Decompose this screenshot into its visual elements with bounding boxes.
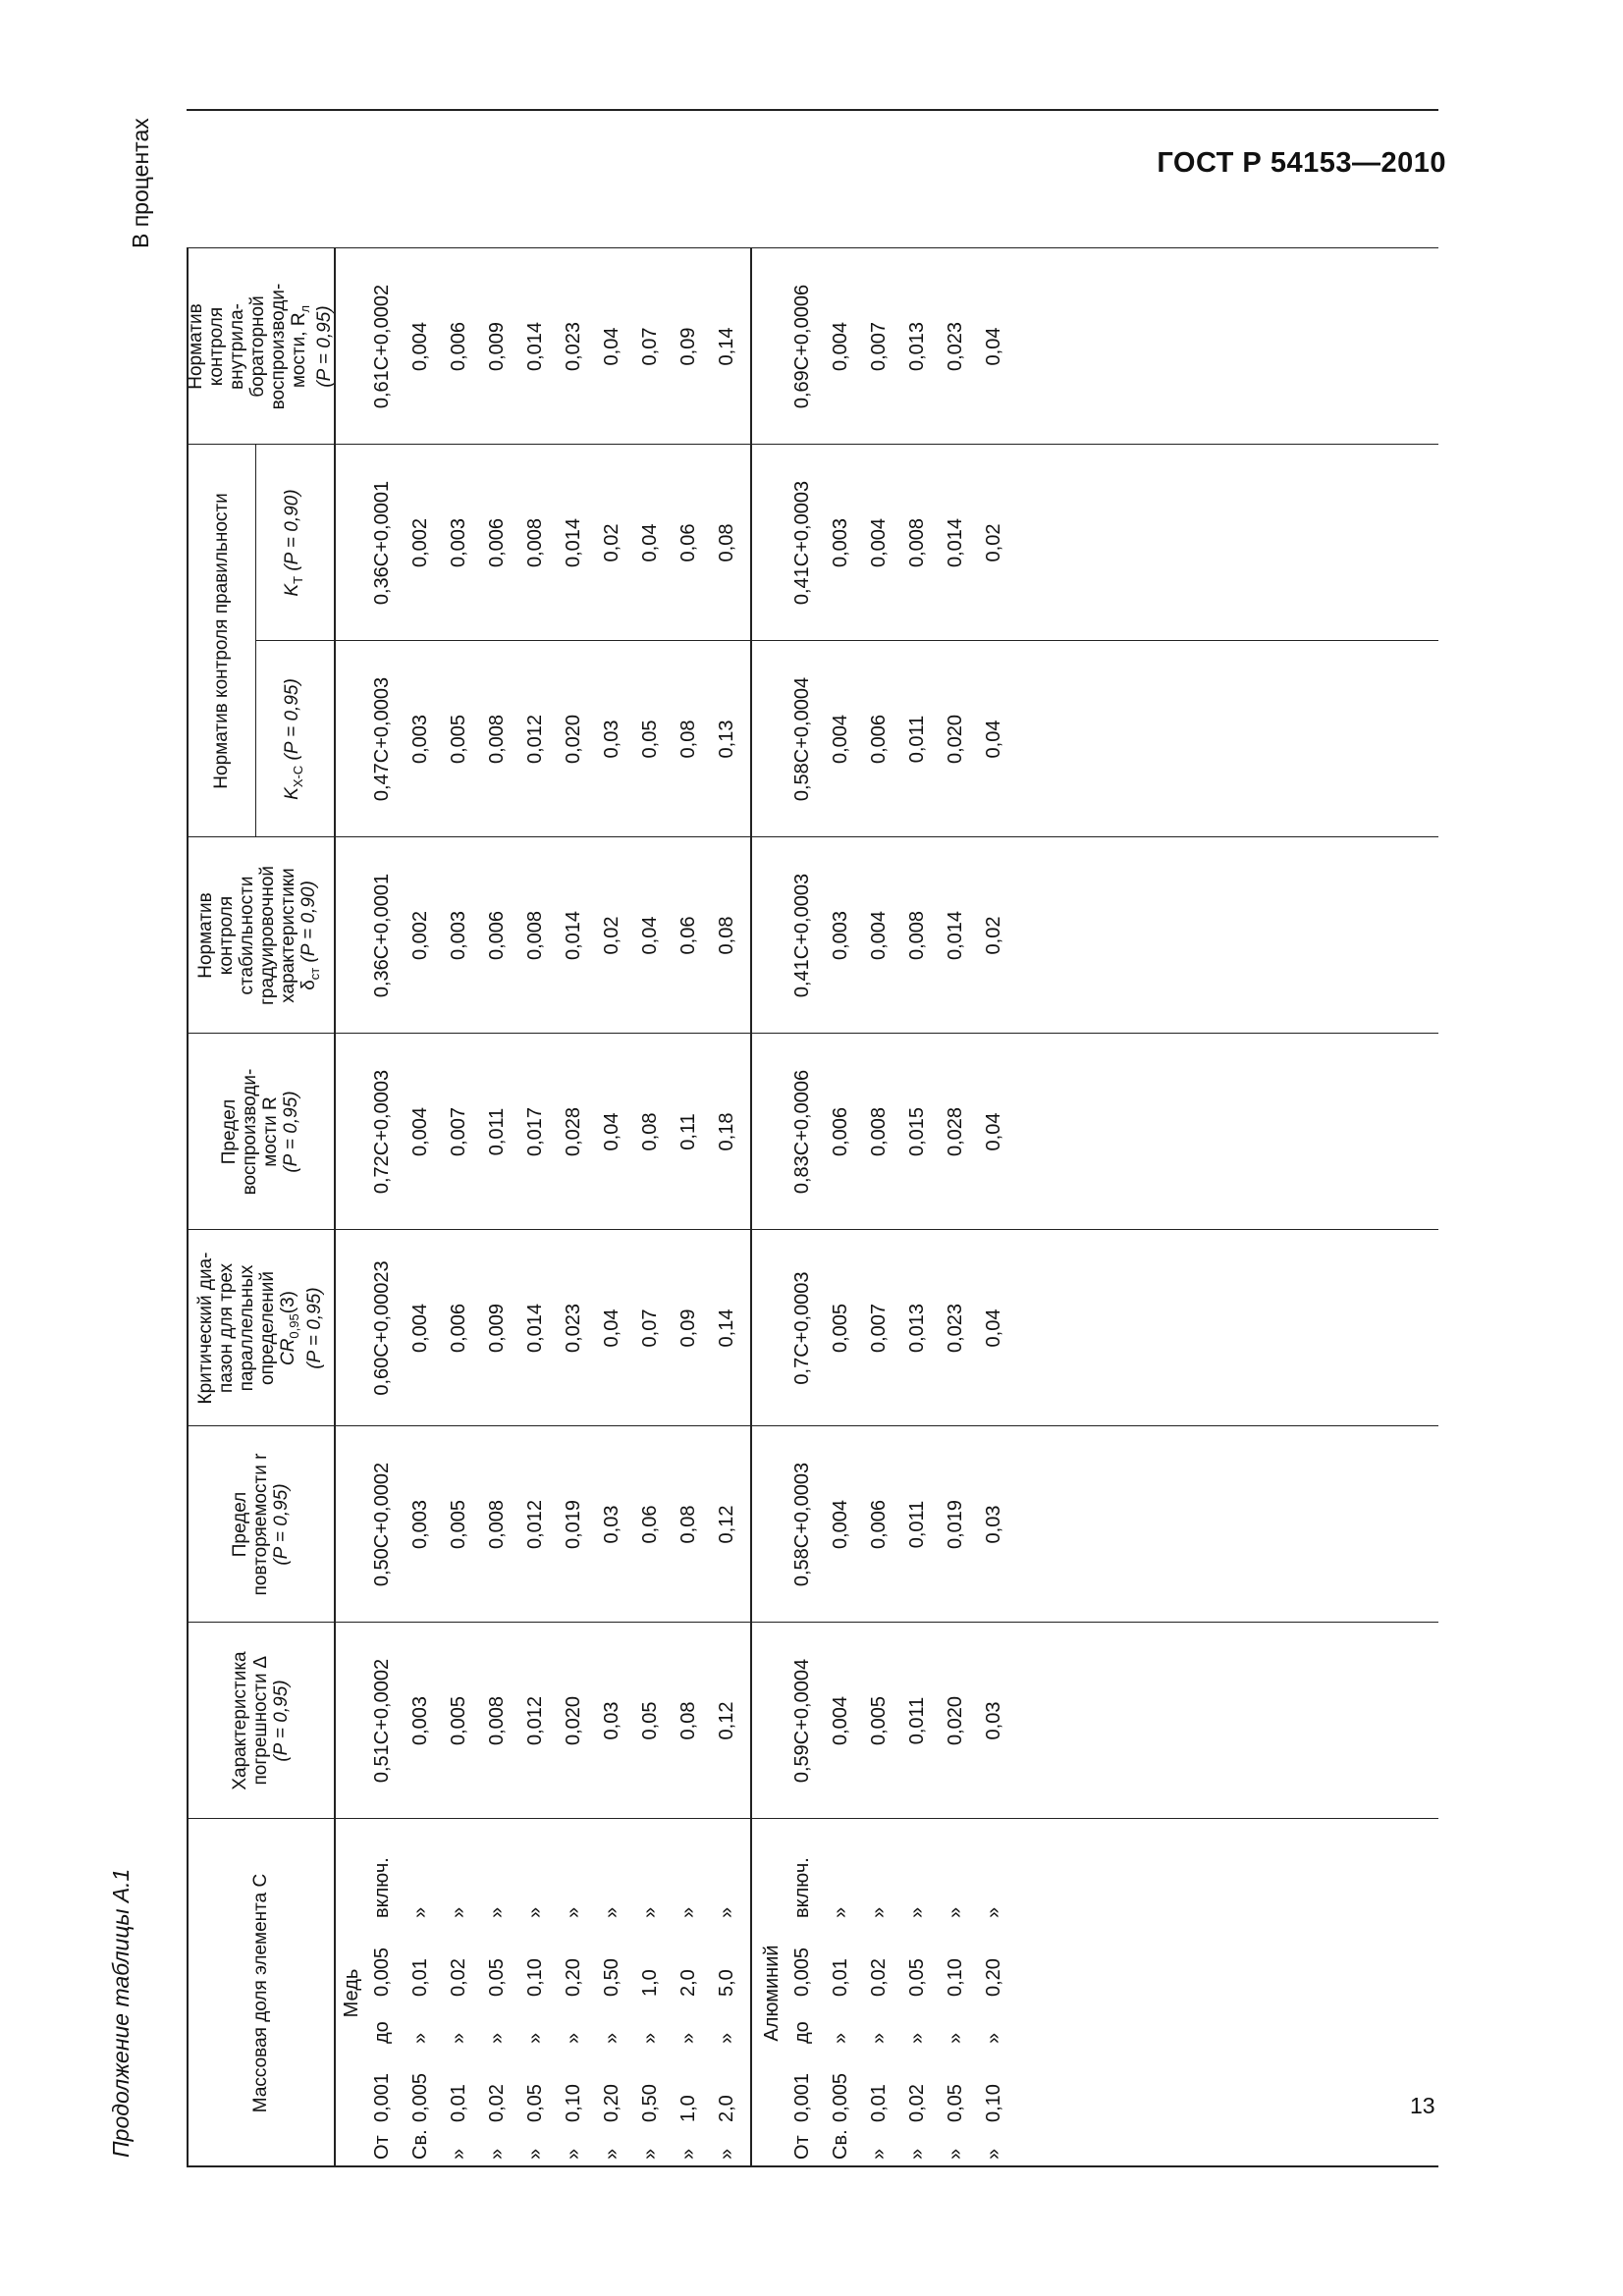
table-cell: 0,014: [563, 517, 584, 568]
table-cell: 0,04: [639, 523, 661, 562]
table-cell: 0,003: [409, 1499, 431, 1550]
row-label-part: 0,10: [983, 2084, 1004, 2122]
row-label: [363, 1819, 402, 2160]
row-label-part: »: [486, 2032, 508, 2044]
table-cell: 0,014: [945, 910, 966, 961]
row-label-part: »: [983, 2032, 1004, 2044]
table-cell: 0,008: [524, 910, 546, 961]
row-label-part: »: [486, 1906, 508, 1918]
table-cell: 0,36C+0,0001: [371, 480, 393, 606]
table-cell: 0,08: [677, 720, 699, 759]
row-label-part: »: [639, 2032, 661, 2044]
row-label-part: 0,50: [601, 1958, 622, 1997]
table-cell: 0,014: [563, 910, 584, 961]
row-label-part: до: [791, 2021, 813, 2044]
table-cell: 0,008: [868, 1106, 890, 1157]
col-header-reproducibility-limit: Предел воспроизводи- мости R (P = 0,95): [219, 1068, 301, 1196]
table-cell: 0,04: [601, 327, 622, 366]
table-cell: 0,06: [677, 916, 699, 955]
table-cell: 0,008: [486, 1499, 508, 1550]
grid-line: [255, 445, 256, 837]
row-label-part: 0,05: [486, 1958, 508, 1997]
table-cell: 0,06: [677, 523, 699, 562]
table-cell: 0,005: [448, 714, 469, 765]
row-label-part: »: [601, 2032, 622, 2044]
row-label: [898, 1819, 937, 2160]
row-label-part: »: [601, 1906, 622, 1918]
row-label-part: »: [716, 2148, 737, 2160]
table-cell: 0,019: [945, 1499, 966, 1550]
row-label-part: 0,10: [524, 1958, 546, 1997]
table-cell: 0,60C+0,00023: [371, 1260, 393, 1396]
table-cell: 0,004: [409, 1106, 431, 1157]
row-label-part: до: [371, 2021, 393, 2044]
table-cell: 0,07: [639, 327, 661, 366]
table-cell: 0,05: [639, 720, 661, 759]
table-cell: 0,05: [639, 1701, 661, 1740]
table-cell: 0,04: [639, 916, 661, 955]
grid-line: [187, 2165, 1438, 2167]
row-label-part: 2,0: [716, 2095, 737, 2122]
table-cell: 0,023: [563, 1303, 584, 1354]
row-label-part: »: [677, 2032, 699, 2044]
col-header-repeatability-limit: Предел повторяемости r (P = 0,95): [229, 1453, 292, 1596]
row-label: [631, 1819, 670, 2160]
row-label-part: 0,50: [639, 2084, 661, 2122]
row-label: [670, 1819, 708, 2160]
row-label-part: От: [371, 2135, 393, 2160]
col-header-error-characteristic: Характеристика погрешности ∆ (P = 0,95): [229, 1651, 292, 1790]
rotated-table-area: [79, 8, 1355, 2167]
table-cell: 0,08: [639, 1112, 661, 1151]
col-header-critical-range: Критический диа- пазон для трех параллельных определений $CR_{0,95}(3)$ (P = 0,95): [195, 1252, 325, 1405]
row-label: [975, 1819, 1013, 2160]
row-label: [822, 1819, 860, 2160]
row-label-part: »: [639, 1906, 661, 1918]
col-header-intralab-reproducibility: Норматив контроля внутрила- бораторной воспроизводи- мости, $R_л$ (P = 0,95): [185, 283, 336, 410]
table-cell: 0,02: [601, 523, 622, 562]
row-label-part: »: [983, 1906, 1004, 1918]
grid-line: [187, 836, 1438, 837]
col-header-accuracy-group: Норматив контроля правильности: [210, 493, 232, 789]
table-cell: 0,18: [716, 1112, 737, 1151]
row-label-part: 0,005: [830, 2072, 851, 2122]
table-cell: 0,013: [906, 1303, 928, 1354]
row-label-part: »: [677, 1906, 699, 1918]
table-cell: 0,005: [868, 1695, 890, 1746]
grid-line: [187, 1425, 1438, 1426]
row-label: [516, 1819, 555, 2160]
table-cell: 0,51C+0,0002: [371, 1658, 393, 1784]
table-cell: 0,020: [563, 714, 584, 765]
row-label-part: »: [945, 1906, 966, 1918]
table-cell: 0,006: [486, 517, 508, 568]
table-cell: 0,59C+0,0004: [791, 1658, 813, 1784]
table-cell: 0,009: [486, 1303, 508, 1354]
table-cell: 0,006: [486, 910, 508, 961]
table-cell: 0,008: [906, 517, 928, 568]
table-cell: 0,028: [945, 1106, 966, 1157]
table-cell: 0,006: [868, 1499, 890, 1550]
table-cell: 0,36C+0,0001: [371, 873, 393, 998]
table-cell: 0,015: [906, 1106, 928, 1157]
table-cell: 0,008: [524, 517, 546, 568]
row-label: [478, 1819, 516, 2160]
table-cell: 0,028: [563, 1106, 584, 1157]
table-cell: 0,012: [524, 714, 546, 765]
table-cell: 0,72C+0,0003: [371, 1069, 393, 1195]
table-cell: 0,019: [563, 1499, 584, 1550]
table-cell: 0,14: [716, 327, 737, 366]
table-cell: 0,011: [906, 715, 928, 764]
row-label-part: 0,001: [371, 2072, 393, 2122]
table-cell: 0,02: [983, 523, 1004, 562]
row-label-part: включ.: [791, 1857, 813, 1918]
table-cell: 0,07: [639, 1308, 661, 1348]
row-label-part: »: [601, 2148, 622, 2160]
table-cell: 0,009: [486, 321, 508, 372]
table-cell: 0,04: [983, 327, 1004, 366]
table-cell: 0,005: [448, 1695, 469, 1746]
row-label-part: От: [791, 2135, 813, 2160]
table-cell: 0,11: [677, 1113, 699, 1150]
table-cell: 0,020: [945, 714, 966, 765]
grid-line: [187, 247, 1438, 248]
table-cell: 0,03: [983, 1505, 1004, 1544]
row-label-part: »: [409, 1906, 431, 1918]
table-cell: 0,002: [409, 910, 431, 961]
table-cell: 0,41C+0,0003: [791, 873, 813, 998]
table-cell: 0,69C+0,0006: [791, 284, 813, 409]
row-label-part: 0,05: [906, 1958, 928, 1997]
table-cell: 0,020: [945, 1695, 966, 1746]
table-cell: 0,04: [983, 720, 1004, 759]
table-cell: 0,023: [945, 1303, 966, 1354]
table-cell: 0,012: [524, 1499, 546, 1550]
row-label-part: »: [945, 2148, 966, 2160]
table-cell: 0,003: [409, 714, 431, 765]
row-label-part: »: [906, 2148, 928, 2160]
grid-line: [187, 444, 1438, 445]
row-label-part: 0,10: [945, 1958, 966, 1997]
table-cell: 0,007: [448, 1106, 469, 1157]
row-label-part: 0,02: [868, 1958, 890, 1997]
table-cell: 0,14: [716, 1308, 737, 1348]
table-cell: 0,83C+0,0006: [791, 1069, 813, 1195]
table-cell: 0,023: [945, 321, 966, 372]
grid-line: [750, 248, 752, 2167]
table-cell: 0,020: [563, 1695, 584, 1746]
table-cell: 0,006: [830, 1106, 851, 1157]
row-label: [440, 1819, 478, 2160]
col-header-kxc: $K_{X-C}$ (P = 0,95): [281, 678, 305, 800]
row-label-part: »: [563, 2032, 584, 2044]
table-cell: 0,04: [601, 1308, 622, 1348]
row-label-part: 0,10: [563, 2084, 584, 2122]
grid-line: [187, 109, 1438, 111]
table-cell: 0,04: [601, 1112, 622, 1151]
row-label-part: 1,0: [639, 1969, 661, 1997]
row-label: [860, 1819, 898, 2160]
table-cell: 0,03: [601, 1505, 622, 1544]
row-label-part: 0,01: [409, 1958, 431, 1997]
row-label-part: 0,02: [448, 1958, 469, 1997]
row-label-part: »: [868, 2148, 890, 2160]
row-label-part: »: [563, 1906, 584, 1918]
table-cell: 0,008: [486, 714, 508, 765]
table-cell: 0,58C+0,0004: [791, 676, 813, 802]
table-cell: 0,003: [448, 910, 469, 961]
row-label-part: 0,01: [448, 2084, 469, 2122]
table-cell: 0,023: [563, 321, 584, 372]
table-cell: 0,003: [830, 910, 851, 961]
row-label-part: »: [868, 2032, 890, 2044]
table-cell: 0,50C+0,0002: [371, 1462, 393, 1587]
table-cell: 0,08: [677, 1505, 699, 1544]
table-cell: 0,003: [409, 1695, 431, 1746]
col-header-calibration-stability: Норматив контроля стабильности градуировочной характеристики $\delta_{ст}$ (P = 0,90): [195, 866, 322, 1005]
row-label-part: »: [524, 2148, 546, 2160]
table-cell: 0,04: [983, 1112, 1004, 1151]
table-cell: 0,09: [677, 327, 699, 366]
row-label-part: включ.: [371, 1857, 393, 1918]
row-label-part: 0,005: [791, 1947, 813, 1997]
table-cell: 0,004: [830, 1499, 851, 1550]
table-cell: 0,004: [409, 321, 431, 372]
grid-line: [187, 1818, 1438, 1819]
row-label: [402, 1819, 440, 2160]
table-cell: 0,014: [524, 1303, 546, 1354]
table-cell: 0,08: [716, 916, 737, 955]
row-label-part: 0,01: [868, 2084, 890, 2122]
row-label: [937, 1819, 975, 2160]
row-label-part: »: [830, 2032, 851, 2044]
row-label-part: »: [677, 2148, 699, 2160]
table-cell: 0,58C+0,0003: [791, 1462, 813, 1587]
row-label-part: 0,20: [563, 1958, 584, 1997]
row-label-part: 0,02: [486, 2084, 508, 2122]
table-cell: 0,08: [716, 523, 737, 562]
row-label-part: Св.: [830, 2129, 851, 2160]
table-cell: 0,004: [409, 1303, 431, 1354]
table-cell: 0,004: [868, 517, 890, 568]
row-label-part: »: [639, 2148, 661, 2160]
page-number: 13: [1410, 2093, 1435, 2118]
grid-line: [187, 1229, 1438, 1230]
row-label-part: 0,005: [371, 1947, 393, 1997]
col-header-fraction: Массовая доля элемента C: [249, 1873, 271, 2113]
table-cell: 0,08: [677, 1701, 699, 1740]
row-label-part: »: [486, 2148, 508, 2160]
table-cell: 0,09: [677, 1308, 699, 1348]
row-label: [784, 1819, 822, 2160]
row-label-part: »: [945, 2032, 966, 2044]
data-table: [187, 96, 1438, 2167]
table-cell: 0,014: [945, 517, 966, 568]
table-cell: 0,13: [716, 720, 737, 759]
table-cell: 0,003: [448, 517, 469, 568]
row-label-part: 0,001: [791, 2072, 813, 2122]
row-label-part: »: [563, 2148, 584, 2160]
units-note: В процентах: [128, 118, 153, 248]
table-cell: 0,003: [830, 517, 851, 568]
row-label-part: 2,0: [677, 1969, 699, 1997]
row-label-part: »: [716, 2032, 737, 2044]
grid-line: [334, 248, 336, 2167]
row-label-part: »: [409, 2032, 431, 2044]
row-label: [593, 1819, 631, 2160]
row-label-part: »: [906, 1906, 928, 1918]
table-cell: 0,005: [830, 1303, 851, 1354]
row-label-part: 1,0: [677, 2095, 699, 2122]
table-cell: 0,06: [639, 1505, 661, 1544]
standard-number: ГОСТ Р 54153—2010: [1157, 147, 1446, 179]
section-title: Алюминий: [760, 1945, 783, 2042]
table-cell: 0,12: [716, 1505, 737, 1544]
table-cell: 0,013: [906, 321, 928, 372]
grid-line: [187, 1033, 1438, 1034]
table-cell: 0,004: [830, 714, 851, 765]
table-cell: 0,011: [906, 1500, 928, 1549]
table-cell: 0,014: [524, 321, 546, 372]
row-label-part: 0,02: [906, 2084, 928, 2122]
row-label-part: 0,05: [945, 2084, 966, 2122]
table-cell: 0,002: [409, 517, 431, 568]
row-label-part: »: [448, 2148, 469, 2160]
grid-line: [187, 1622, 1438, 1623]
table-cell: 0,008: [906, 910, 928, 961]
table-cell: 0,03: [601, 720, 622, 759]
table-cell: 0,41C+0,0003: [791, 480, 813, 606]
table-cell: 0,03: [983, 1701, 1004, 1740]
table-cell: 0,004: [868, 910, 890, 961]
table-cell: 0,02: [983, 916, 1004, 955]
table-cell: 0,02: [601, 916, 622, 955]
table-cell: 0,011: [906, 1696, 928, 1745]
table-cell: 0,03: [601, 1701, 622, 1740]
table-cell: 0,004: [830, 321, 851, 372]
row-label-part: »: [830, 1906, 851, 1918]
row-label-part: »: [716, 1906, 737, 1918]
col-header-kt: $K_T$ (P = 0,90): [281, 489, 305, 597]
row-label: [555, 1819, 593, 2160]
row-label-part: »: [524, 1906, 546, 1918]
row-label-part: 0,20: [601, 2084, 622, 2122]
table-cell: 0,006: [448, 321, 469, 372]
table-cell: 0,012: [524, 1695, 546, 1746]
table-cell: 0,12: [716, 1701, 737, 1740]
row-label-part: »: [868, 1906, 890, 1918]
row-label-part: »: [906, 2032, 928, 2044]
grid-line: [187, 248, 189, 2167]
row-label-part: 0,20: [983, 1958, 1004, 1997]
table-cell: 0,007: [868, 321, 890, 372]
row-label-part: »: [983, 2148, 1004, 2160]
table-cell: 0,011: [486, 1107, 508, 1156]
table-cell: 0,007: [868, 1303, 890, 1354]
table-cell: 0,7C+0,0003: [791, 1271, 813, 1385]
row-label: [708, 1819, 746, 2160]
table-caption: Продолжение таблицы А.1: [108, 1868, 134, 2158]
row-label-part: 0,01: [830, 1958, 851, 1997]
table-cell: 0,006: [448, 1303, 469, 1354]
table-cell: 0,61C+0,0002: [371, 284, 393, 409]
row-label-part: »: [524, 2032, 546, 2044]
table-cell: 0,005: [448, 1499, 469, 1550]
table-cell: 0,04: [983, 1308, 1004, 1348]
row-label-part: »: [448, 2032, 469, 2044]
table-cell: 0,47C+0,0003: [371, 676, 393, 802]
row-label-part: 5,0: [716, 1969, 737, 1997]
section-title: Медь: [340, 1968, 362, 2018]
table-cell: 0,017: [524, 1106, 546, 1157]
grid-line: [255, 640, 1438, 641]
row-label-part: 0,05: [524, 2084, 546, 2122]
row-label-part: »: [448, 1906, 469, 1918]
table-cell: 0,006: [868, 714, 890, 765]
table-cell: 0,008: [486, 1695, 508, 1746]
row-label-part: Св.: [409, 2129, 431, 2160]
row-label-part: 0,005: [409, 2072, 431, 2122]
table-cell: 0,004: [830, 1695, 851, 1746]
